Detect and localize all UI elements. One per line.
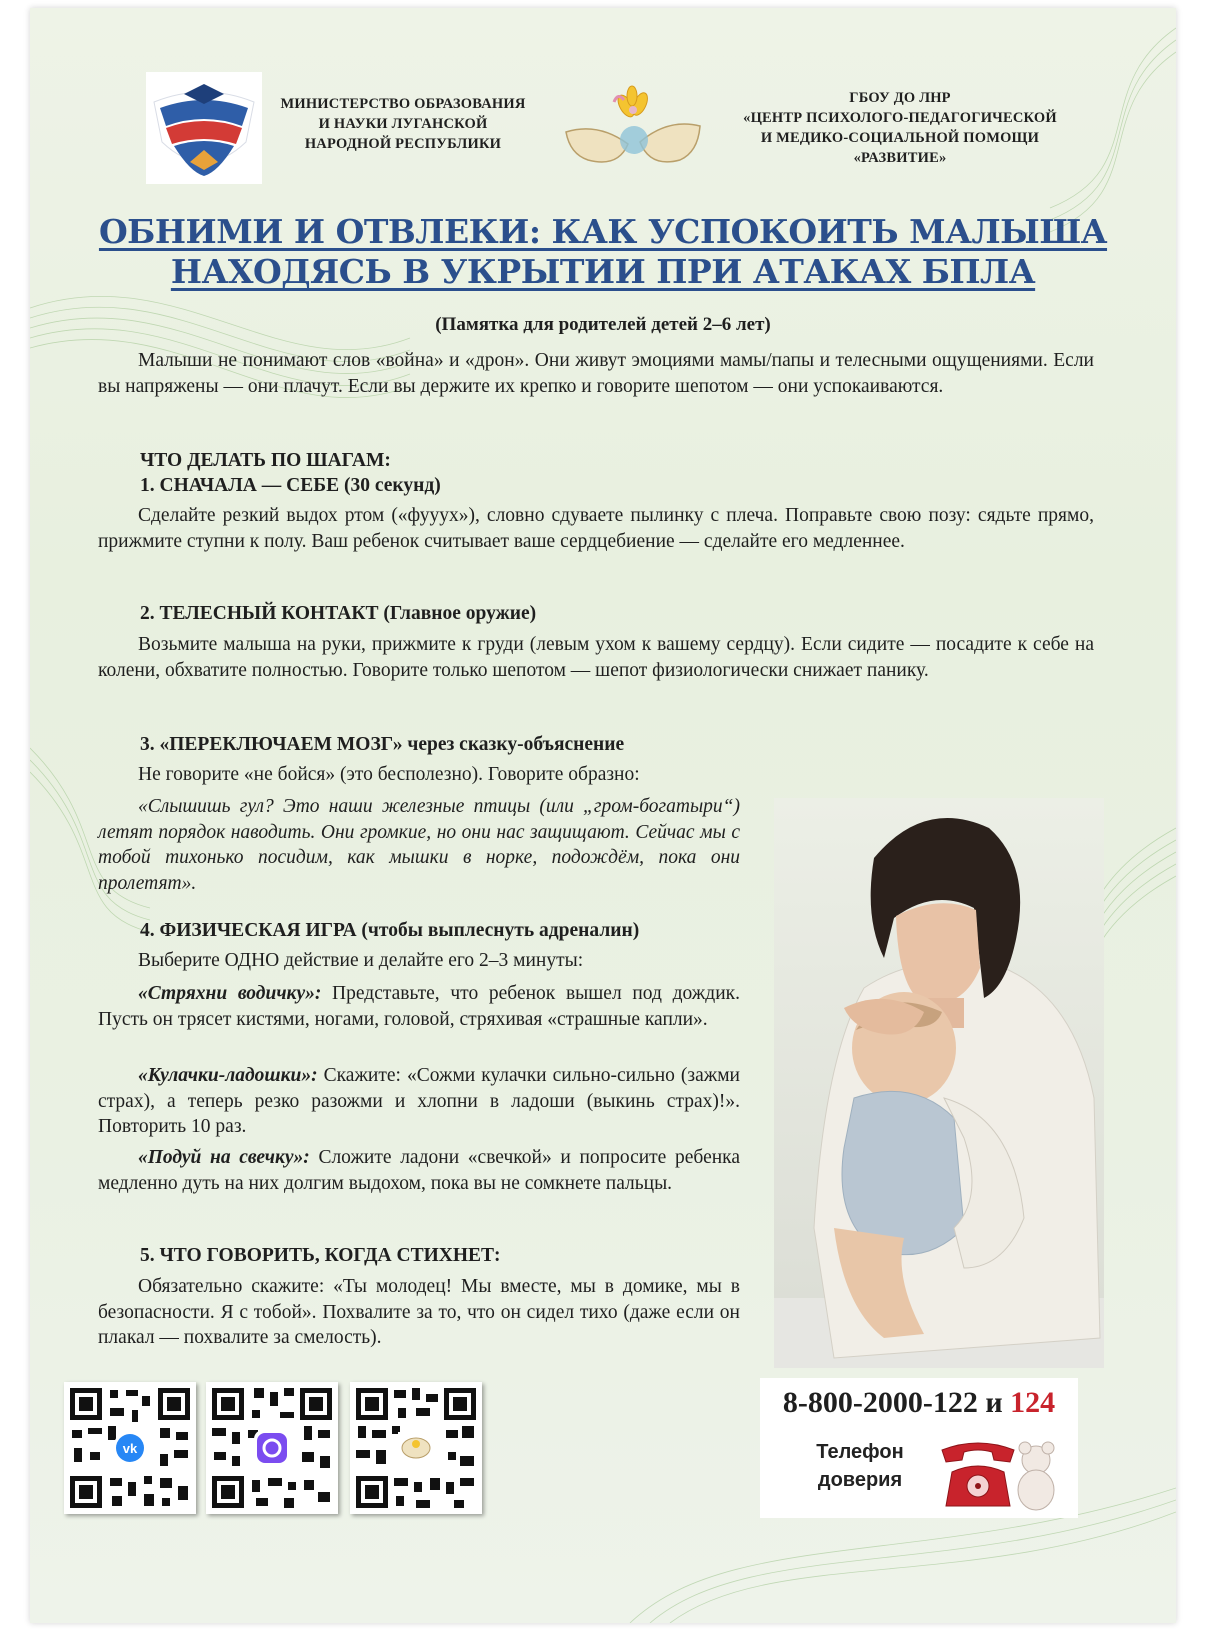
center-line: И МЕДИКО-СОЦИАЛЬНОЙ ПОМОЩИ: [760, 130, 1040, 146]
steps-heading: ЧТО ДЕЛАТЬ ПО ШАГАМ:: [140, 450, 391, 471]
qr-pattern: [206, 1382, 338, 1514]
qr-pattern: [350, 1382, 482, 1514]
title-line: ОБНИМИ И ОТВЛЕКИ: КАК УСПОКОИТЬ МАЛЫША: [98, 212, 1108, 251]
ministry-line: МИНИСТЕРСТВО ОБРАЗОВАНИЯ: [280, 96, 526, 112]
step2-heading: 2. ТЕЛЕСНЫЙ КОНТАКТ (Главное оружие): [140, 603, 537, 624]
hotline-extra-number: 124: [1010, 1386, 1056, 1419]
step4-heading: 4. ФИЗИЧЕСКАЯ ИГРА (чтобы выплеснуть адреналин): [140, 920, 640, 941]
hotline-label: [800, 1438, 920, 1494]
subtitle: (Памятка для родителей детей 2–6 лет): [435, 314, 771, 335]
phone-icon: [942, 1443, 1014, 1506]
step5-text: Обязательно скажите: «Ты молодец! Мы вместе, мы в домике, мы в безопасности. Я с тобой». Похвалите за то, что он сидел тихо (даже если он плакал — похвалите за смелость).: [98, 1276, 740, 1348]
game-text: Сложите ладони «свечкой» и попросите ребенка медленно дуть на них долгим выдохом, пока вы не сомкнете пальцы.: [98, 1147, 740, 1194]
intro-paragraph: Малыши не понимают слов «война» и «дрон». Они живут эмоциями мамы/папы и телесными ощущениями. Если вы напряжены — они плачут. Если вы держите их крепко и говорите шепотом — они успокаиваются.: [98, 350, 1094, 397]
center-line: ГБОУ ДО ЛНР: [849, 90, 951, 106]
ministry-logo: [146, 72, 262, 184]
hotline-conj: и: [977, 1386, 1011, 1419]
qr-code-center[interactable]: [350, 1382, 482, 1514]
teddy-bear-icon: [1018, 1442, 1054, 1510]
game-shake-water: [98, 981, 740, 1032]
game-name: «Стряхни водичку»:: [138, 983, 322, 1004]
step4-text: Выберите ОДНО действие и делайте его 2–3 минуты:: [138, 950, 584, 971]
step5-heading: 5. ЧТО ГОВОРИТЬ, КОГДА СТИХНЕТ:: [140, 1245, 501, 1266]
game-text: Представьте, что ребенок вышел под дождик. Пусть он трясет кистями, ногами, головой, стряхивая «страшные капли».: [98, 983, 740, 1030]
mother-child-photo: [774, 798, 1104, 1368]
page-sheet: [30, 8, 1176, 1623]
game-fists-palms: [98, 1063, 740, 1140]
hotline-main-number: 8-800-2000-122: [782, 1386, 978, 1419]
center-name: [730, 88, 1070, 168]
hotline-illustration: [928, 1432, 1068, 1514]
center-line: «ЦЕНТР ПСИХОЛОГО-ПЕДАГОГИЧЕСКОЙ: [743, 110, 1057, 126]
ministry-logo-icon: [146, 72, 262, 184]
hotline-label-line: доверия: [817, 1469, 903, 1491]
qr-pattern: [64, 1382, 196, 1514]
svg-text:vk: vk: [122, 1441, 138, 1456]
hotline-box: [760, 1378, 1078, 1518]
hotline-number[interactable]: [760, 1386, 1078, 1420]
step3-text: Не говорите «не бойся» (это бесполезно). Говорите образно:: [138, 764, 640, 785]
step2-text: Возьмите малыша на руки, прижмите к груди (левым ухом к вашему сердцу). Если сидите — посадите к себе на колени, обхватите полностью. Говорите только шепотом — шепот физиологически снижает панику.: [98, 634, 1094, 681]
max-messenger-icon: [257, 1433, 287, 1463]
hotline-label-line: Телефон: [816, 1441, 904, 1463]
title-line: НАХОДЯСЬ В УКРЫТИИ ПРИ АТАКАХ БПЛА: [170, 252, 1036, 291]
game-name: «Кулачки-ладошки»:: [138, 1065, 318, 1086]
step3-heading: 3. «ПЕРЕКЛЮЧАЕМ МОЗГ» через сказку-объяснение: [140, 734, 625, 755]
center-line: «РАЗВИТИЕ»: [853, 150, 947, 166]
ministry-name: [268, 94, 538, 154]
game-name: «Подуй на свечку»:: [138, 1147, 310, 1168]
qr-code-vk[interactable]: [64, 1382, 196, 1514]
step3-quote: «Слышишь гул? Это наши железные птицы (или „гром-богатыри“) летят порядок наводить. Они громкие, но они нас защищают. Сейчас мы с тобой тихонько посидим, как мышки в норке, подождём, пока они пролетят».: [98, 796, 740, 894]
qr-code-max[interactable]: [206, 1382, 338, 1514]
step1-text: Сделайте резкий выдох ртом («фууух»), словно сдуваете пылинку с плеча. Поправьте свою позу: сядьте прямо, прижмите ступни к полу. Ваш ребенок считывает ваше сердцебиение — сделайте его медленнее.: [98, 505, 1094, 552]
ministry-line: И НАУКИ ЛУГАНСКОЙ: [318, 116, 488, 132]
center-logo-icon: [558, 82, 708, 178]
ministry-line: НАРОДНОЙ РЕСПУБЛИКИ: [304, 136, 502, 152]
step1-heading: 1. СНАЧАЛА — СЕБЕ (30 секунд): [140, 475, 441, 496]
game-blow-candle: [98, 1145, 740, 1196]
game-text: Скажите: «Сожми кулачки сильно-сильно (зажми страх), а теперь резко разожми и хлопни в ладоши (выкинь страх)!». Повторить 10 раз.: [98, 1065, 740, 1137]
page-title: [30, 212, 1176, 292]
